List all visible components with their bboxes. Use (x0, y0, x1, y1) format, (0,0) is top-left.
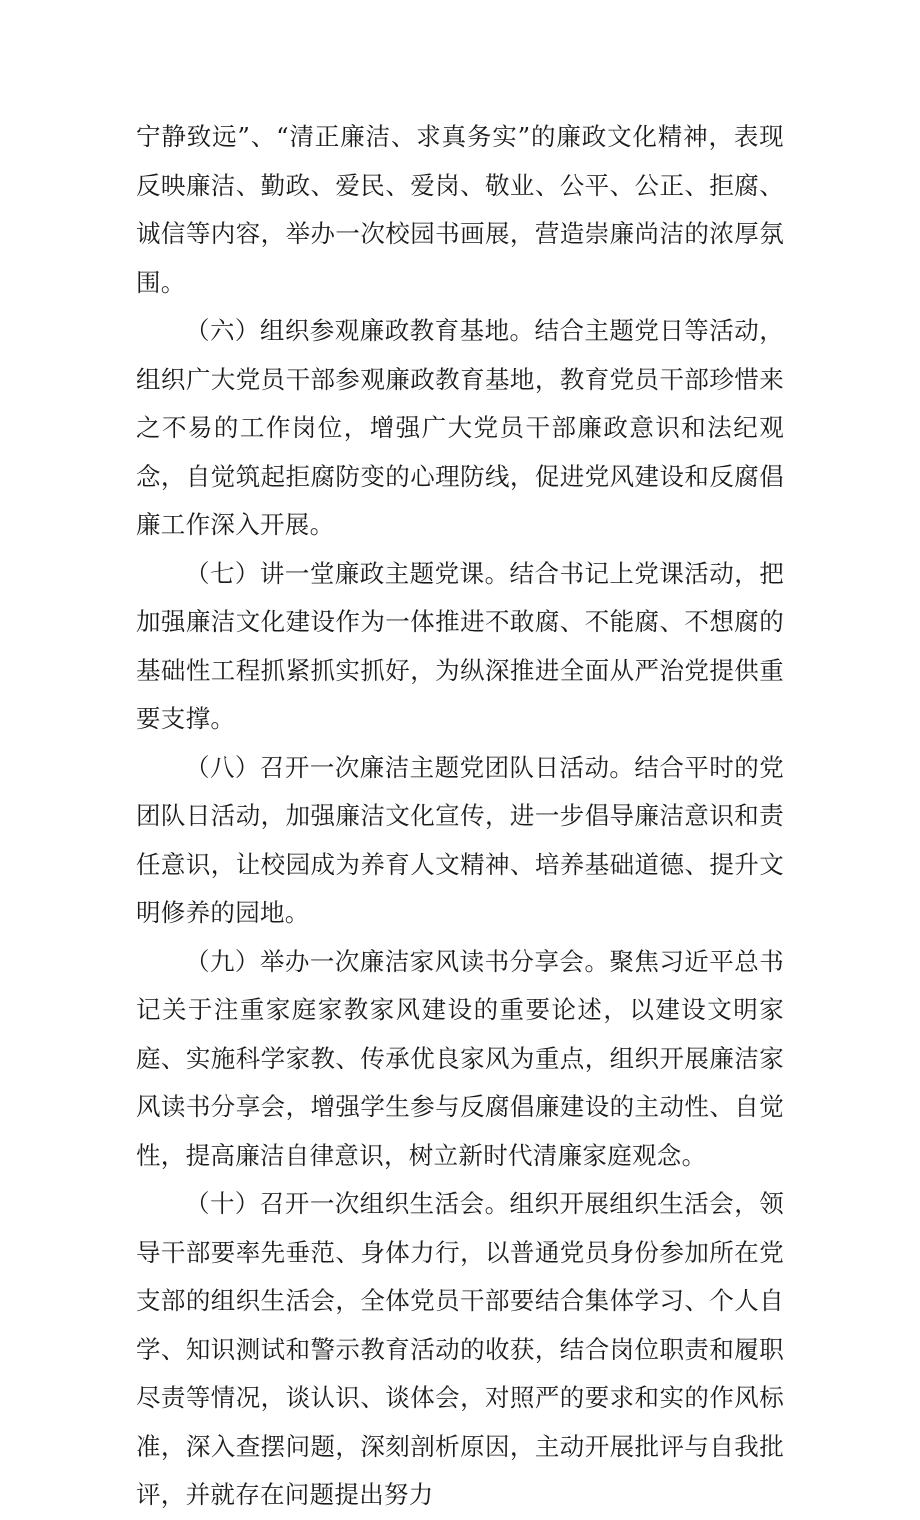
paragraph-item-9: （九）举办一次廉洁家风读书分享会。聚焦习近平总书记关于注重家庭家教家风建设的重要论述，以建设文明家庭、实施科学家教、传承优良家风为重点，组织开展廉洁家风读书分享会，增强学生参与反腐倡廉建设的主动性、自觉性，提高廉洁自律意识，树立新时代清廉家庭观念。 (136, 946, 784, 1170)
paragraph-continuation: 宁静致远”、“清正廉洁、求真务实”的廉政文化精神，表现反映廉洁、勤政、爱民、爱岗、敬业、公平、公正、拒腐、诚信等内容，举办一次校园书画展，营造崇廉尚洁的浓厚氛围。 (136, 122, 784, 297)
paragraph-item-7: （七）讲一堂廉政主题党课。结合书记上党课活动，把加强廉洁文化建设作为一体推进不敢腐、不能腐、不想腐的基础性工程抓紧抓实抓好，为纵深推进全面从严治党提供重要支撑。 (136, 558, 784, 733)
paragraph-item-8: （八）召开一次廉洁主题党团队日活动。结合平时的党团队日活动，加强廉洁文化宣传，进一步倡导廉洁意识和责任意识，让校园成为养育人文精神、培养基础道德、提升文明修养的园地。 (136, 752, 784, 927)
paragraph-item-10: （十）召开一次组织生活会。组织开展组织生活会，领导干部要率先垂范、身体力行，以普通党员身份参加所在党支部的组织生活会，全体党员干部要结合集体学习、个人自学、知识测试和警示教育活动的收获，结合岗位职责和履职尽责等情况，谈认识、谈体会，对照严的要求和实的作风标准，深入查摆问题，深刻剖析原因，主动开展批评与自我批评，并就存在问题提出努力 (136, 1189, 784, 1509)
document-body (136, 113, 784, 1520)
paragraph-item-6: （六）组织参观廉政教育基地。结合主题党日等活动，组织广大党员干部参观廉政教育基地，教育党员干部珍惜来之不易的工作岗位，增强广大党员干部廉政意识和法纪观念，自觉筑起拒腐防变的心理防线，促进党风建设和反腐倡廉工作深入开展。 (136, 316, 784, 539)
